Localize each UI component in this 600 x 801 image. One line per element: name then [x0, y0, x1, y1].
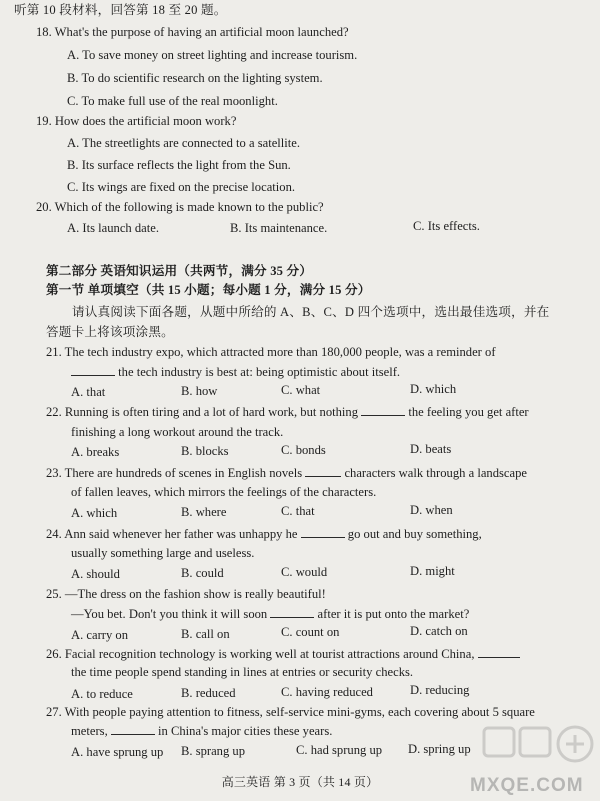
- answer-blank[interactable]: [478, 646, 520, 658]
- section1-title: 第一节 单项填空（共 15 小题；每小题 1 分，满分 15 分）: [46, 283, 371, 297]
- q18-option-c[interactable]: C. To make full use of the real moonlight.: [67, 94, 278, 108]
- question-22: 22. Running is often tiring and a lot of hard work, but nothing the feeling you get after: [46, 405, 529, 419]
- q25-option-c[interactable]: C. count on: [281, 625, 340, 639]
- question-26-line2: the time people spend standing in lines at entries or security checks.: [71, 665, 414, 679]
- q19-option-b[interactable]: B. Its surface reflects the light from the Sun.: [67, 158, 291, 172]
- question-21-line2: the tech industry is best at: being optimistic about itself.: [71, 364, 400, 380]
- part2-title: 第二部分 英语知识运用（共两节，满分 35 分）: [46, 264, 313, 278]
- section1-instruction-line1: 请认真阅读下面各题，从题中所给的 A、B、C、D 四个选项中，选出最佳选项，并在: [72, 305, 550, 319]
- question-26: 26. Facial recognition technology is working well at tourist attractions around China,: [46, 646, 520, 662]
- question-18: 18. What's the purpose of having an artificial moon launched?: [36, 25, 349, 39]
- q22-option-c[interactable]: C. bonds: [281, 443, 326, 457]
- q22-option-b[interactable]: B. blocks: [181, 444, 229, 458]
- q18-option-b[interactable]: B. To do scientific research on the lighting system.: [67, 71, 323, 85]
- q26-option-a[interactable]: A. to reduce: [71, 687, 133, 701]
- q27-option-d[interactable]: D. spring up: [408, 742, 471, 756]
- q18-option-a[interactable]: A. To save money on street lighting and increase tourism.: [67, 48, 358, 62]
- q27-option-b[interactable]: B. sprang up: [181, 744, 246, 758]
- q21-option-d[interactable]: D. which: [410, 382, 457, 396]
- q20-option-b[interactable]: B. Its maintenance.: [230, 221, 328, 235]
- q19-option-a[interactable]: A. The streetlights are connected to a satellite.: [67, 136, 301, 150]
- q23-option-a[interactable]: A. which: [71, 506, 118, 520]
- q21-option-b[interactable]: B. how: [181, 384, 218, 398]
- page-footer: 高三英语 第 3 页（共 14 页）: [221, 775, 379, 789]
- q27-option-a[interactable]: A. have sprung up: [71, 745, 164, 759]
- question-20: 20. Which of the following is made known to the public?: [36, 200, 324, 214]
- q23-option-b[interactable]: B. where: [181, 505, 227, 519]
- question-27-line2: meters, in China's major cities these years.: [71, 724, 333, 738]
- answer-blank[interactable]: [305, 465, 341, 477]
- question-21: 21. The tech industry expo, which attracted more than 180,000 people, was a reminder of: [46, 345, 496, 359]
- q27-option-c[interactable]: C. had sprung up: [296, 743, 383, 757]
- q20-option-a[interactable]: A. Its launch date.: [67, 221, 159, 235]
- q22-option-a[interactable]: A. breaks: [71, 445, 120, 459]
- question-24: 24. Ann said whenever her father was unhappy he go out and buy something,: [46, 527, 482, 541]
- q25-option-b[interactable]: B. call on: [181, 627, 230, 641]
- q24-option-c[interactable]: C. would: [281, 565, 328, 579]
- q23-option-d[interactable]: D. when: [410, 503, 453, 517]
- q24-option-a[interactable]: A. should: [71, 567, 120, 581]
- q23-option-c[interactable]: C. that: [281, 504, 315, 518]
- q25-option-a[interactable]: A. carry on: [71, 628, 128, 642]
- answer-blank[interactable]: [111, 723, 155, 735]
- q25-option-d[interactable]: D. catch on: [410, 624, 468, 638]
- question-25: 25. —The dress on the fashion show is really beautiful!: [46, 587, 326, 601]
- question-23: 23. There are hundreds of scenes in English novels characters walk through a landscape: [46, 466, 527, 480]
- question-19: 19. How does the artificial moon work?: [36, 114, 237, 128]
- answer-blank[interactable]: [361, 404, 405, 416]
- answer-blank[interactable]: [270, 606, 314, 618]
- section1-instruction-line2: 答题卡上将该项涂黑。: [46, 325, 174, 339]
- question-27: 27. With people paying attention to fitness, self-service mini-gyms, each covering about 5 square: [46, 705, 535, 719]
- q26-option-b[interactable]: B. reduced: [181, 686, 236, 700]
- watermark-text: MXQE.COM: [470, 775, 584, 796]
- q26-option-c[interactable]: C. having reduced: [281, 685, 373, 699]
- q19-option-c[interactable]: C. Its wings are fixed on the precise location.: [67, 180, 296, 194]
- q24-option-b[interactable]: B. could: [181, 566, 224, 580]
- answer-blank[interactable]: [301, 526, 345, 538]
- question-25-line2: —You bet. Don't you think it will soon after it is put onto the market?: [71, 607, 470, 621]
- q24-option-d[interactable]: D. might: [410, 564, 455, 578]
- q26-option-d[interactable]: D. reducing: [410, 683, 470, 697]
- q22-option-d[interactable]: D. beats: [410, 442, 452, 456]
- q20-option-c[interactable]: C. Its effects.: [413, 219, 480, 233]
- q21-option-a[interactable]: A. that: [71, 385, 106, 399]
- listening-instruction: 听第 10 段材料，回答第 18 至 20 题。: [14, 3, 227, 17]
- question-22-line2: finishing a long workout around the track.: [71, 425, 284, 439]
- question-23-line2: of fallen leaves, which mirrors the feelings of the characters.: [71, 485, 377, 499]
- answer-blank[interactable]: [71, 364, 115, 376]
- question-24-line2: usually something large and useless.: [71, 546, 255, 560]
- q21-option-c[interactable]: C. what: [281, 383, 321, 397]
